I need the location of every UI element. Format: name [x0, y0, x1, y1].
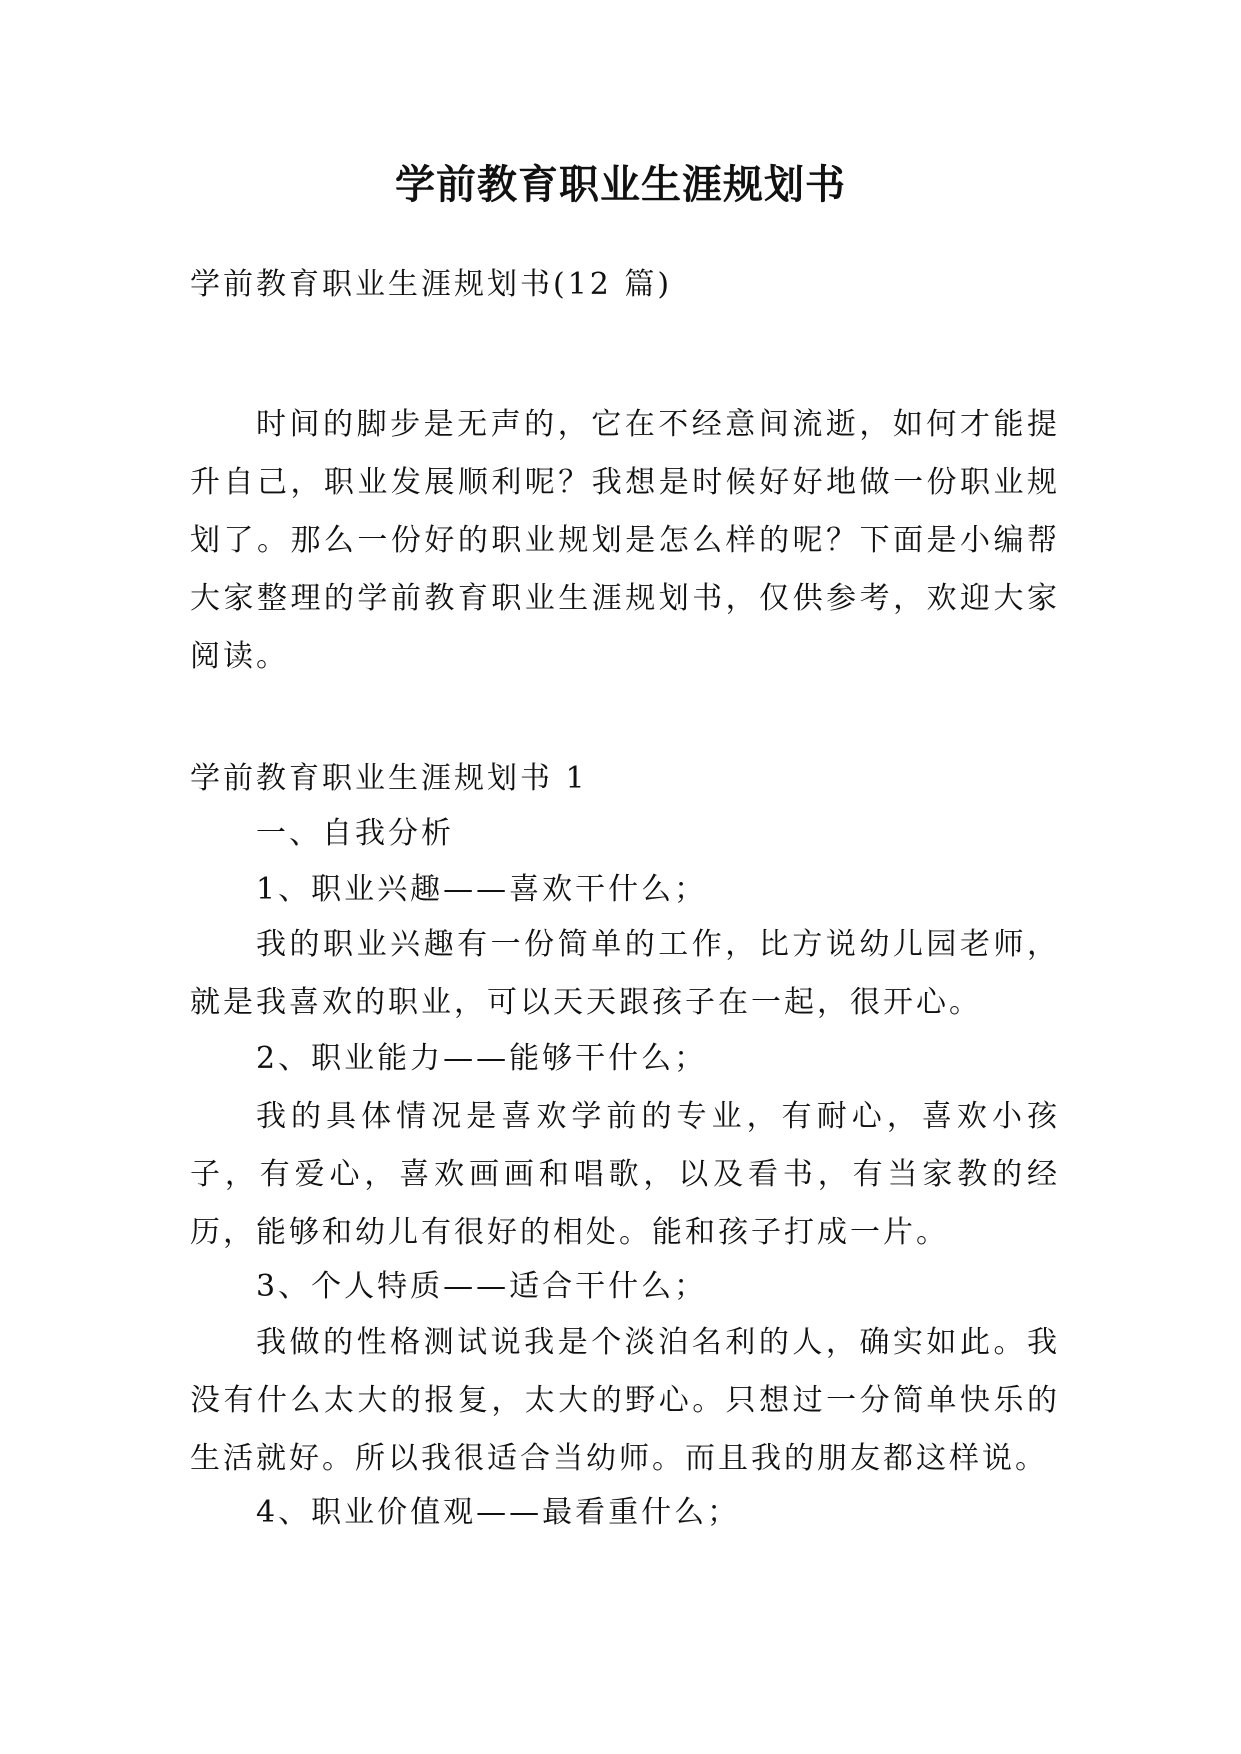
part-heading: 一、自我分析 [256, 816, 454, 851]
item-body-3: 我做的性格测试说我是个淡泊名利的人，确实如此。我没有什么太大的报复，太大的野心。只想过一分简单快乐的生活就好。所以我很适合当幼师。而且我的朋友都这样说。 [190, 1325, 1060, 1476]
document-title: 学前教育职业生涯规划书 [395, 161, 846, 208]
item-heading-3: 3、个人特质——适合干什么； [256, 1269, 708, 1304]
item-body-2: 我的具体情况是喜欢学前的专业，有耐心，喜欢小孩子，有爱心，喜欢画画和唱歌，以及看书，有当家教的经历，能够和幼儿有很好的相处。能和孩子打成一片。 [190, 1099, 1060, 1250]
item-heading-4: 4、职业价值观——最看重什么； [256, 1495, 741, 1530]
section-heading: 学前教育职业生涯规划书 1 [190, 761, 588, 796]
intro-paragraph: 时间的脚步是无声的，它在不经意间流逝，如何才能提升自己，职业发展顺利呢？我想是时候好好地做一份职业规划了。那么一份好的职业规划是怎么样的呢？下面是小编帮大家整理的学前教育职业生涯规划书，仅供参考，欢迎大家阅读。 [190, 407, 1060, 674]
item-heading-2: 2、职业能力——能够干什么； [256, 1041, 708, 1076]
document-subtitle: 学前教育职业生涯规划书(12 篇) [190, 267, 673, 302]
item-heading-1: 1、职业兴趣——喜欢干什么； [256, 872, 708, 907]
item-body-1: 我的职业兴趣有一份简单的工作，比方说幼儿园老师，就是我喜欢的职业，可以天天跟孩子在一起，很开心。 [190, 927, 1060, 1020]
